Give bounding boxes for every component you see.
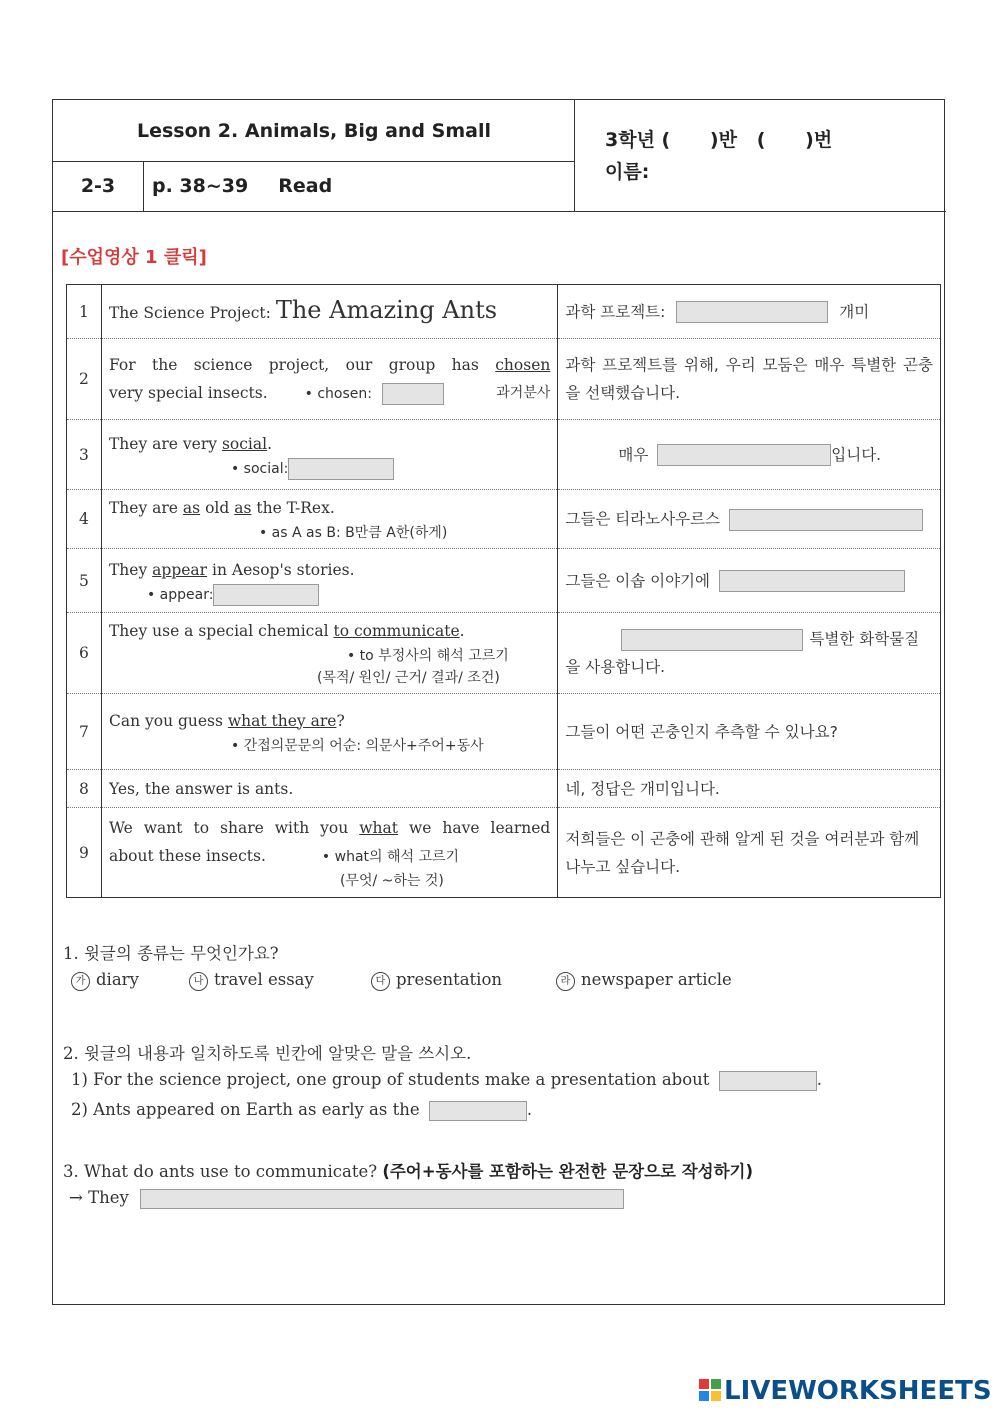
en-text: They	[108, 560, 148, 579]
answer-blank[interactable]	[676, 301, 828, 323]
row-number: 3	[67, 420, 102, 490]
option-label: diary	[96, 970, 139, 989]
sentence-prefix: The Science Project:	[108, 304, 271, 322]
key-word: social	[221, 434, 268, 453]
key-word: chosen	[495, 355, 551, 374]
grammar-note: • as A as B: B만큼 A한(하게)	[258, 525, 448, 541]
ko-text: 과학 프로젝트:	[565, 302, 666, 321]
table-row	[67, 285, 941, 339]
option-a[interactable]	[71, 970, 139, 991]
option-label: travel essay	[214, 970, 314, 989]
english-sentence	[101, 285, 557, 339]
table-row	[67, 549, 941, 613]
question-3-answer	[69, 1188, 624, 1209]
answer-blank[interactable]	[429, 1101, 527, 1121]
liveworksheets-logo	[698, 1377, 992, 1405]
answer-blank[interactable]	[213, 584, 319, 606]
key-word: appear	[152, 560, 208, 579]
row-number: 5	[67, 549, 102, 613]
row-number: 1	[67, 285, 102, 339]
option-label: presentation	[396, 970, 503, 989]
table-row	[67, 808, 941, 898]
question-text: 3. What do ants use to communicate?	[63, 1162, 378, 1181]
student-info	[605, 124, 832, 188]
choice-options: (목적/ 원인/ 근거/ 결과/ 조건)	[316, 670, 500, 686]
item-text: 2) Ants appeared on Earth as early as the	[71, 1100, 420, 1119]
answer-blank[interactable]	[288, 458, 394, 480]
option-b[interactable]	[189, 970, 314, 991]
grammar-note: 과거분사	[496, 384, 551, 401]
row-number: 6	[67, 613, 102, 694]
grammar-note: • chosen:	[304, 385, 372, 402]
korean-translation: 과학 프로젝트를 위해, 우리 모둠은 매우 특별한 곤충을 선택했습니다.	[558, 339, 941, 420]
en-text: very special insects.	[108, 383, 268, 402]
logo-text: LIVEWORKSHEETS	[724, 1376, 992, 1406]
en-text: They use a special chemical	[108, 622, 329, 640]
table-row	[67, 490, 941, 549]
answer-blank[interactable]	[729, 509, 923, 531]
en-text: old	[205, 499, 230, 517]
english-sentence	[101, 694, 557, 770]
en-text: ?	[336, 711, 345, 730]
en-text: the T-Rex.	[256, 499, 335, 517]
en-text: Can you guess	[108, 711, 223, 730]
korean-translation	[558, 613, 941, 694]
en-text: in Aesop's stories.	[212, 560, 355, 579]
answer-blank[interactable]	[140, 1189, 624, 1209]
korean-translation: 네, 정답은 개미입니다.	[558, 770, 941, 808]
en-text: we have learned	[408, 818, 551, 837]
key-word: to communicate	[333, 622, 460, 640]
en-text: We want to share with you	[108, 818, 349, 837]
table-row	[67, 420, 941, 490]
key-word: as	[182, 499, 201, 517]
row-number: 2	[67, 339, 102, 420]
korean-translation	[558, 490, 941, 549]
table-row	[67, 339, 941, 420]
table-row	[67, 613, 941, 694]
english-sentence	[101, 490, 557, 549]
header-left	[53, 100, 575, 211]
worksheet	[52, 99, 945, 1305]
english-sentence	[101, 549, 557, 613]
answer-blank[interactable]	[382, 383, 444, 405]
option-label: newspaper article	[581, 970, 732, 989]
key-word: what	[359, 818, 398, 837]
page-range	[152, 162, 362, 211]
ko-text: 입니다.	[831, 445, 882, 464]
grammar-note: • appear:	[146, 586, 214, 603]
option-c[interactable]	[371, 970, 502, 991]
answer-blank[interactable]	[719, 1071, 817, 1091]
english-sentence	[101, 420, 557, 490]
ko-text: 을 사용합니다.	[565, 658, 666, 676]
project-title: The Amazing Ants	[275, 296, 498, 324]
row-number: 9	[67, 808, 102, 898]
option-marker: 나	[189, 972, 208, 991]
page-numbers: p. 38~39	[152, 175, 249, 197]
en-text: They are very	[108, 434, 217, 453]
grammar-note: • social:	[230, 460, 289, 477]
question-1: 1. 윗글의 종류는 무엇인가요?	[63, 944, 279, 963]
option-marker: 라	[556, 972, 575, 991]
ko-text: 그들은 이솝 이야기에	[565, 571, 710, 590]
class-info: 3학년 ( )반 ( )번	[605, 129, 833, 151]
question-instruction: (주어+동사를 포함하는 완전한 문장으로 작성하기)	[382, 1162, 753, 1181]
option-marker: 다	[371, 972, 390, 991]
english-sentence	[101, 339, 557, 420]
row-number: 8	[67, 770, 102, 808]
option-d[interactable]	[556, 970, 732, 991]
question-2-item-1	[71, 1070, 822, 1091]
table-row	[67, 770, 941, 808]
en-text: about these insects.	[108, 846, 266, 865]
english-sentence	[101, 808, 557, 898]
answer-prefix: → They	[69, 1188, 129, 1207]
korean-translation	[558, 549, 941, 613]
lesson-video-link[interactable]: [수업영상 1 클릭]	[61, 247, 207, 268]
ko-text: 특별한 화학물질	[809, 630, 920, 648]
korean-translation: 저희들은 이 곤충에 관해 알게 된 것을 여러분과 함께 나누고 싶습니다.	[565, 829, 920, 876]
period: .	[816, 1070, 822, 1089]
grammar-note: • to 부정사의 해석 고르기	[346, 648, 509, 664]
row-number: 4	[67, 490, 102, 549]
period: .	[526, 1100, 533, 1119]
en-text: .	[267, 434, 272, 453]
option-marker: 가	[71, 972, 90, 991]
section-label: Read	[278, 175, 333, 197]
question-2: 2. 윗글의 내용과 일치하도록 빈칸에 알맞은 말을 쓰시오.	[63, 1044, 472, 1063]
korean-translation	[558, 285, 941, 339]
key-word: as	[234, 499, 252, 517]
korean-translation: 그들이 어떤 곤충인지 추측할 수 있나요?	[558, 694, 941, 770]
translation-table	[66, 284, 941, 898]
answer-blank[interactable]	[657, 444, 831, 466]
english-sentence	[101, 613, 557, 694]
ko-text: 매우	[618, 445, 649, 464]
grammar-note: • what의 해석 고르기	[321, 848, 460, 865]
grammar-note: • 간접의문문의 어순: 의문사+주어+동사	[230, 737, 484, 754]
answer-blank[interactable]	[719, 570, 905, 592]
question-3	[63, 1158, 753, 1182]
en-text: For the science project, our group has	[108, 355, 479, 374]
answer-blank[interactable]	[621, 629, 803, 651]
lesson-title: Lesson 2. Animals, Big and Small	[53, 100, 575, 162]
key-word: what they are	[227, 711, 337, 730]
name-label: 이름:	[605, 161, 650, 183]
en-text: They are	[108, 499, 178, 517]
korean-translation	[558, 420, 941, 490]
question-2-item-2	[71, 1100, 532, 1121]
en-text: .	[459, 622, 465, 640]
english-sentence: Yes, the answer is ants.	[101, 770, 557, 808]
header-divider	[53, 211, 946, 212]
lesson-number: 2-3	[53, 162, 144, 211]
question-1-options	[71, 970, 931, 994]
logo-icon	[698, 1378, 722, 1402]
ko-text: 개미	[839, 302, 870, 321]
table-row	[67, 694, 941, 770]
choice-options: (무엇/ ~하는 것)	[339, 872, 444, 889]
item-text: 1) For the science project, one group of students make a presentation about	[71, 1070, 710, 1089]
row-number: 7	[67, 694, 102, 770]
ko-text: 그들은 티라노사우르스	[565, 510, 721, 528]
